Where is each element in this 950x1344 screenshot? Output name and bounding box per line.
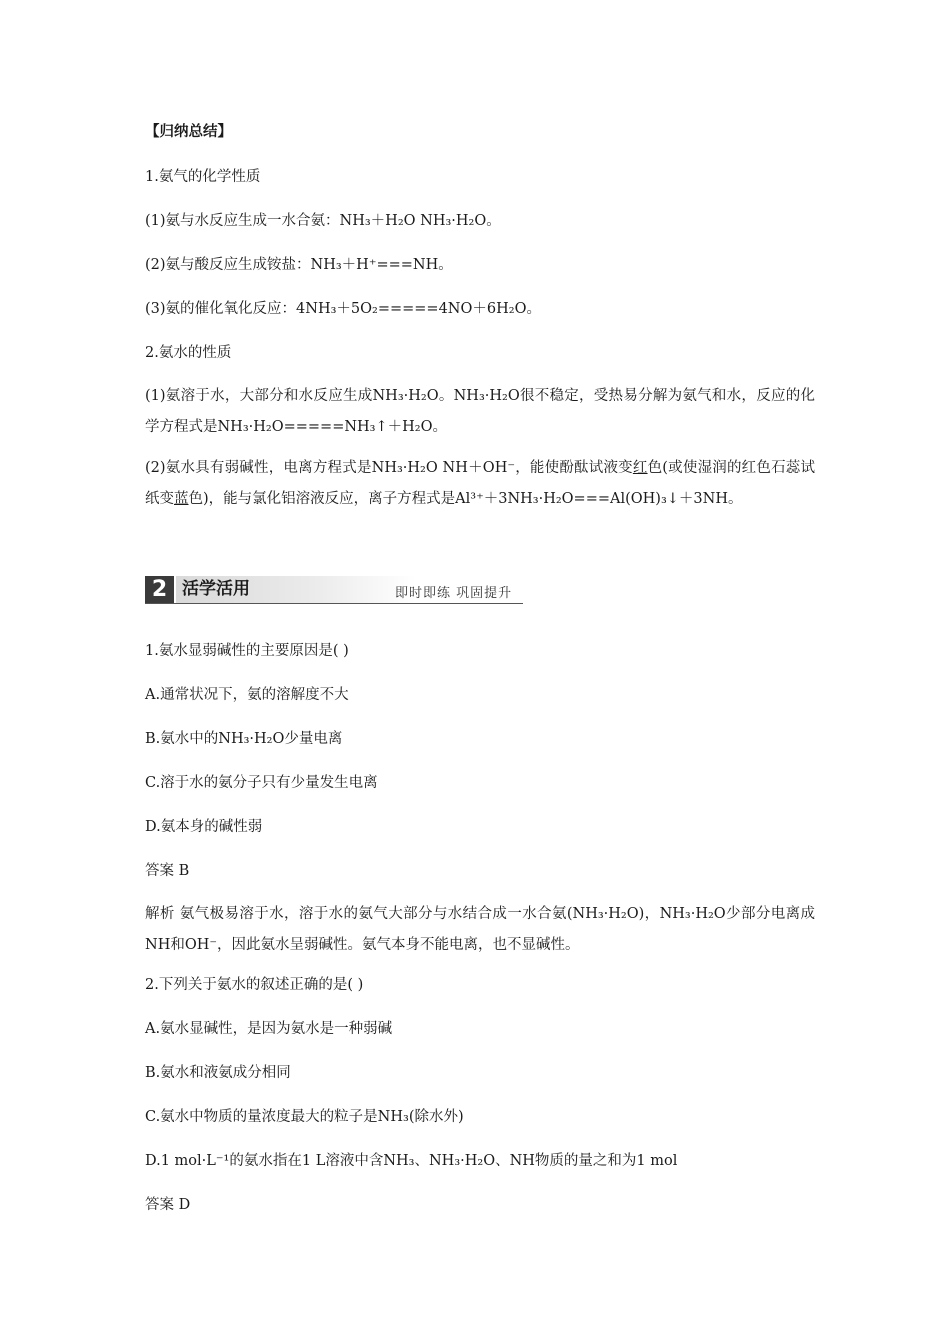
paragraph-2-part-c: 色)，能与氯化铝溶液反应，离子方程式是Al³⁺＋3NH₃·H₂O===Al(OH)₃↓＋3NH。 — [188, 491, 743, 507]
q1-analysis: 解析 氨气极易溶于水，溶于水的氨气大部分与水结合成一水合氨(NH₃·H₂O)，NH₃·H₂O少部分电离成NH和OH⁻，因此氨水呈弱碱性。氨气本身不能电离，也不显碱性。 — [145, 906, 815, 953]
banner-rule — [145, 603, 523, 604]
paragraph-2-part-a: (2)氨水具有弱碱性，电离方程式是NH₃·H₂O NH＋OH⁻，能使酚酞试液变 — [145, 460, 633, 476]
q1-option-d: D.氨本身的碱性弱 — [145, 819, 263, 835]
section-1-line-2: (2)氨与酸反应生成铵盐：NH₃＋H⁺===NH。 — [145, 257, 453, 273]
q2-option-a: A.氨水显碱性，是因为氨水是一种弱碱 — [145, 1021, 393, 1037]
paragraph-2-part-b: 色(或使湿润的红色石蕊试纸变 — [145, 460, 816, 507]
q2-question: 2.下列关于氨水的叙述正确的是( ) — [145, 977, 364, 993]
summary-heading: 【归纳总结】 — [145, 124, 232, 140]
banner-number: 2 — [145, 576, 174, 603]
section-1-title: 1.氨气的化学性质 — [145, 169, 261, 185]
red-answer: 红 — [632, 460, 648, 476]
q1-question: 1.氨水显弱碱性的主要原因是( ) — [145, 643, 349, 659]
q2-answer: 答案 D — [145, 1197, 191, 1213]
banner-band — [176, 576, 416, 603]
q1-option-c: C.溶于水的氨分子只有少量发生电离 — [145, 775, 378, 791]
section-banner — [145, 574, 525, 604]
q1-option-a: A.通常状况下，氨的溶解度不大 — [145, 687, 349, 703]
q1-answer: 答案 B — [145, 863, 190, 879]
q1-option-b: B.氨水中的NH₃·H₂O少量电离 — [145, 731, 343, 747]
section-2-paragraph-1: (1)氨溶于水，大部分和水反应生成NH₃·H₂O。NH₃·H₂O很不稳定，受热易分解为氨气和水，反应的化学方程式是NH₃·H₂O=====NH₃↑＋H₂O。 — [145, 388, 815, 435]
banner-title: 活学活用 — [182, 579, 250, 599]
section-1-line-1: (1)氨与水反应生成一水合氨：NH₃＋H₂O NH₃·H₂O。 — [145, 213, 501, 229]
section-2-paragraph-2 — [145, 453, 815, 515]
blue-answer: 蓝 — [174, 491, 189, 507]
section-2-title: 2.氨水的性质 — [145, 345, 232, 361]
q2-option-b: B.氨水和液氨成分相同 — [145, 1065, 291, 1081]
section-1-line-3: (3)氨的催化氧化反应：4NH₃＋5O₂=====4NO＋6H₂O。 — [145, 301, 541, 317]
q2-option-c: C.氨水中物质的量浓度最大的粒子是NH₃(除水外) — [145, 1109, 464, 1125]
banner-subtitle: 即时即练 巩固提升 — [395, 586, 513, 601]
q2-option-d: D.1 mol·L⁻¹的氨水指在1 L溶液中含NH₃、NH₃·H₂O、NH物质的量之和为1 mol — [145, 1153, 678, 1169]
